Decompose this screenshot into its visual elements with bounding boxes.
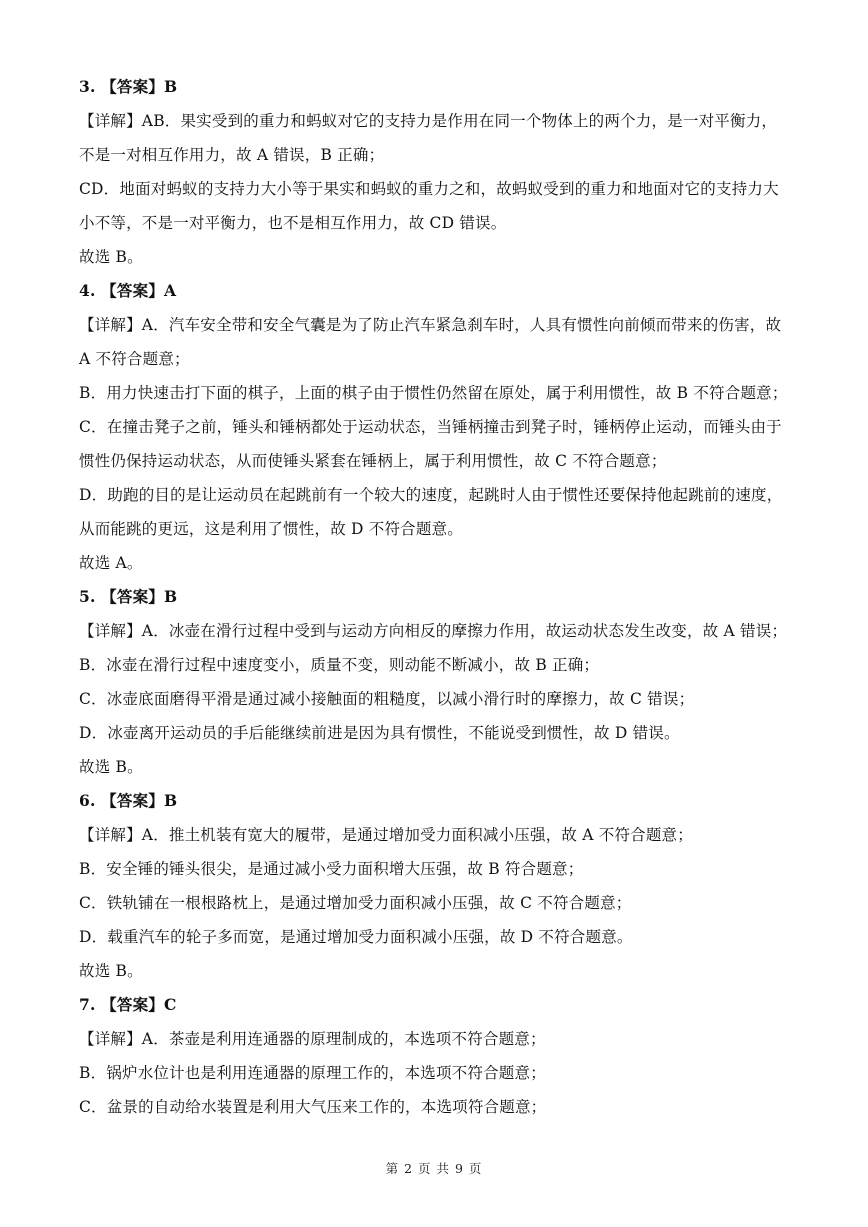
explanation-line: 从而能跳的更远，这是利用了惯性，故 D 不符合题意。 [79,520,463,538]
explanation-line: 不是一对相互作用力，故 A 错误，B 正确； [79,146,385,164]
answer-heading: 3. 【答案】B [79,77,178,96]
explanation-line: CD．地面对蚂蚁的支持力大小等于果实和蚂蚁的重力之和，故蚂蚁受到的重力和地面对它的支持力大 [79,180,779,198]
explanation-line: C．冰壶底面磨得平滑是通过减小接触面的粗糙度，以减小滑行时的摩擦力，故 C 错误； [79,690,695,708]
explanation-line: C．在撞击凳子之前，锤头和锤柄都处于运动状态，当锤柄撞击到凳子时，锤柄停止运动，而锤头由于 [79,418,782,436]
answer-heading: 4. 【答案】A [79,281,177,300]
conclusion-line: 故选 B。 [79,758,143,776]
explanation-line: D．助跑的目的是让运动员在起跳前有一个较大的速度，起跳时人由于惯性还要保持他起跳前的速度， [79,486,783,504]
explanation-line: C．盆景的自动给水装置是利用大气压来工作的，本选项符合题意； [79,1098,547,1116]
explanation-line: B．用力快速击打下面的棋子，上面的棋子由于惯性仍然留在原处，属于利用惯性，故 B 不符合题意； [79,384,788,402]
explanation-line: D．冰壶离开运动员的手后能继续前进是因为具有惯性，不能说受到惯性，故 D 错误。 [79,724,680,742]
conclusion-line: 故选 A。 [79,554,143,572]
explanation-line: 【详解】A．冰壶在滑行过程中受到与运动方向相反的摩擦力作用，故运动状态发生改变，故 A 错误； [79,622,788,640]
answer-heading: 6. 【答案】B [79,791,178,810]
explanation-line: B．锅炉水位计也是利用连通器的原理工作的，本选项不符合题意； [79,1064,546,1082]
explanation-line: 惯性仍保持运动状态，从而使锤头紧套在锤柄上，属于利用惯性，故 C 不符合题意； [79,452,667,470]
explanation-line: 【详解】AB．果实受到的重力和蚂蚁对它的支持力是作用在同一个物体上的两个力，是一对平衡力， [79,112,778,130]
answer-heading: 5. 【答案】B [79,587,178,606]
explanation-line: B．安全锤的锤头很尖，是通过减小受力面积增大压强，故 B 符合题意； [79,860,584,878]
explanation-line: B．冰壶在滑行过程中速度变小，质量不变，则动能不断减小，故 B 正确； [79,656,600,674]
explanation-line: 小不等，不是一对平衡力，也不是相互作用力，故 CD 错误。 [79,214,507,232]
explanation-line: 【详解】A．汽车安全带和安全气囊是为了防止汽车紧急刹车时，人具有惯性向前倾而带来的伤害，故 [79,316,782,334]
answer-heading: 7. 【答案】C [79,995,177,1014]
conclusion-line: 故选 B。 [79,962,143,980]
explanation-line: D．载重汽车的轮子多而宽，是通过增加受力面积减小压强，故 D 不符合题意。 [79,928,633,946]
explanation-line: 【详解】A．推土机装有宽大的履带，是通过增加受力面积减小压强，故 A 不符合题意； [79,826,693,844]
explanation-line: 【详解】A．茶壶是利用连通器的原理制成的，本选项不符合题意； [79,1030,546,1048]
explanation-line: C．铁轨铺在一根根路枕上，是通过增加受力面积减小压强，故 C 不符合题意； [79,894,632,912]
conclusion-line: 故选 B。 [79,248,143,266]
page-footer: 第 2 页 共 9 页 [385,1161,483,1176]
explanation-line: A 不符合题意； [79,350,190,368]
